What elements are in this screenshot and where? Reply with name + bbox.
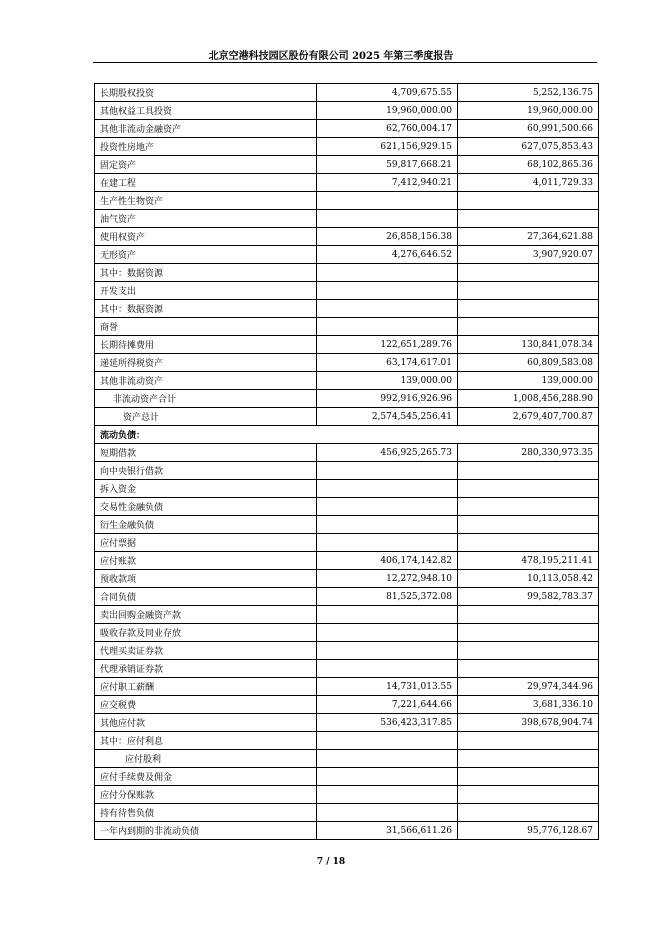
row-label: 其他应付款	[95, 714, 317, 732]
table-row	[95, 84, 599, 102]
row-label: 交易性金融负债	[95, 498, 317, 516]
table-row	[95, 570, 599, 588]
table-row	[95, 606, 599, 624]
table-row	[95, 138, 599, 156]
current-period-value	[317, 534, 458, 552]
current-period-value	[317, 318, 458, 336]
prior-period-value	[458, 732, 599, 750]
table-row	[95, 714, 599, 732]
current-period-value	[317, 192, 458, 210]
row-label: 投资性房地产	[95, 138, 317, 156]
row-label: 向中央银行借款	[95, 462, 317, 480]
row-label: 应付股利	[95, 750, 317, 768]
current-period-value	[317, 606, 458, 624]
table-row	[95, 534, 599, 552]
prior-period-value	[458, 264, 599, 282]
current-period-value: 621,156,929.15	[317, 138, 458, 156]
prior-period-value	[458, 516, 599, 534]
current-period-value	[317, 264, 458, 282]
current-period-value: 536,423,317.85	[317, 714, 458, 732]
prior-period-value: 478,195,211.41	[458, 552, 599, 570]
current-period-value	[317, 786, 458, 804]
current-period-value: 4,709,675.55	[317, 84, 458, 102]
prior-period-value	[458, 768, 599, 786]
prior-period-value: 1,008,456,288.90	[458, 390, 599, 408]
table-row	[95, 444, 599, 462]
current-period-value	[317, 300, 458, 318]
prior-period-value: 2,679,407,700.87	[458, 408, 599, 426]
prior-period-value: 95,776,128.67	[458, 822, 599, 840]
table-row	[95, 462, 599, 480]
table-row	[95, 696, 599, 714]
table-row	[95, 192, 599, 210]
row-label: 资产总计	[95, 408, 317, 426]
row-label: 代理承销证券款	[95, 660, 317, 678]
prior-period-value	[458, 300, 599, 318]
current-period-value: 62,760,004.17	[317, 120, 458, 138]
prior-period-value	[458, 282, 599, 300]
current-period-value: 7,412,940.21	[317, 174, 458, 192]
prior-period-value: 27,364,621.88	[458, 228, 599, 246]
table-row	[95, 678, 599, 696]
row-label: 固定资产	[95, 156, 317, 174]
table-row	[95, 768, 599, 786]
current-period-value: 26,858,156.38	[317, 228, 458, 246]
current-period-value: 122,651,289.76	[317, 336, 458, 354]
prior-period-value	[458, 750, 599, 768]
current-period-value	[317, 210, 458, 228]
table-row	[95, 246, 599, 264]
row-label: 卖出回购金融资产款	[95, 606, 317, 624]
current-period-value	[317, 624, 458, 642]
table-row	[95, 102, 599, 120]
current-period-value: 19,960,000.00	[317, 102, 458, 120]
current-period-value: 12,272,948.10	[317, 570, 458, 588]
prior-period-value	[458, 192, 599, 210]
prior-period-value: 60,991,500.66	[458, 120, 599, 138]
current-period-value: 406,174,142.82	[317, 552, 458, 570]
current-period-value: 81,525,372.08	[317, 588, 458, 606]
table-row	[95, 516, 599, 534]
prior-period-value	[458, 498, 599, 516]
table-row	[95, 318, 599, 336]
prior-period-value: 130,841,078.34	[458, 336, 599, 354]
section-label: 流动负债：	[95, 426, 599, 444]
table-row	[95, 624, 599, 642]
current-period-value	[317, 498, 458, 516]
current-period-value	[317, 516, 458, 534]
prior-period-value	[458, 624, 599, 642]
prior-period-value	[458, 660, 599, 678]
row-label: 吸收存款及同业存放	[95, 624, 317, 642]
row-label: 长期股权投资	[95, 84, 317, 102]
table-row	[95, 156, 599, 174]
row-label: 短期借款	[95, 444, 317, 462]
row-label: 其他非流动资产	[95, 372, 317, 390]
row-label: 应付分保账款	[95, 786, 317, 804]
table-row	[95, 336, 599, 354]
current-period-value: 31,566,611.26	[317, 822, 458, 840]
prior-period-value: 4,011,729.33	[458, 174, 599, 192]
row-label: 在建工程	[95, 174, 317, 192]
current-period-value: 59,817,668.21	[317, 156, 458, 174]
prior-period-value	[458, 462, 599, 480]
current-period-value	[317, 750, 458, 768]
prior-period-value	[458, 642, 599, 660]
row-label: 其中：数据资源	[95, 300, 317, 318]
prior-period-value	[458, 210, 599, 228]
current-period-value	[317, 480, 458, 498]
prior-period-value	[458, 318, 599, 336]
row-label: 非流动资产合计	[95, 390, 317, 408]
current-period-value	[317, 462, 458, 480]
table-row	[95, 588, 599, 606]
current-period-value: 139,000.00	[317, 372, 458, 390]
prior-period-value	[458, 786, 599, 804]
row-label: 应交税费	[95, 696, 317, 714]
prior-period-value: 29,974,344.96	[458, 678, 599, 696]
row-label: 应付手续费及佣金	[95, 768, 317, 786]
current-period-value: 63,174,617.01	[317, 354, 458, 372]
current-period-value	[317, 732, 458, 750]
table-row	[95, 498, 599, 516]
table-row	[95, 552, 599, 570]
prior-period-value: 10,113,058.42	[458, 570, 599, 588]
table-row	[95, 732, 599, 750]
row-label: 其他权益工具投资	[95, 102, 317, 120]
row-label: 其中：数据资源	[95, 264, 317, 282]
current-period-value: 14,731,013.55	[317, 678, 458, 696]
prior-period-value: 627,075,853.43	[458, 138, 599, 156]
row-label: 油气资产	[95, 210, 317, 228]
table-row	[95, 210, 599, 228]
row-label: 合同负债	[95, 588, 317, 606]
row-label: 长期待摊费用	[95, 336, 317, 354]
table-row	[95, 786, 599, 804]
prior-period-value: 280,330,973.35	[458, 444, 599, 462]
table-row	[95, 642, 599, 660]
prior-period-value: 398,678,904.74	[458, 714, 599, 732]
prior-period-value: 60,809,583.08	[458, 354, 599, 372]
current-period-value: 456,925,265.73	[317, 444, 458, 462]
report-header-title: 北京空港科技园区股份有限公司 2025 年第三季度报告	[208, 51, 454, 62]
table-row	[95, 804, 599, 822]
table-row	[95, 390, 599, 408]
prior-period-value: 19,960,000.00	[458, 102, 599, 120]
table-row	[95, 174, 599, 192]
row-label: 一年内到期的非流动负债	[95, 822, 317, 840]
prior-period-value	[458, 606, 599, 624]
row-label: 商誉	[95, 318, 317, 336]
current-period-value: 7,221,644.66	[317, 696, 458, 714]
current-period-value: 992,916,926.96	[317, 390, 458, 408]
prior-period-value: 3,907,920.07	[458, 246, 599, 264]
table-row	[95, 228, 599, 246]
row-label: 应付票据	[95, 534, 317, 552]
row-label: 代理买卖证券款	[95, 642, 317, 660]
table-row	[95, 372, 599, 390]
row-label: 应付账款	[95, 552, 317, 570]
table-row	[95, 660, 599, 678]
current-period-value: 4,276,646.52	[317, 246, 458, 264]
table-row	[95, 264, 599, 282]
row-label: 拆入资金	[95, 480, 317, 498]
current-period-value	[317, 660, 458, 678]
row-label: 使用权资产	[95, 228, 317, 246]
table-row	[95, 300, 599, 318]
table-row	[95, 480, 599, 498]
current-period-value	[317, 282, 458, 300]
row-label: 其他非流动金融资产	[95, 120, 317, 138]
current-period-value	[317, 804, 458, 822]
table-body	[95, 84, 599, 840]
row-label: 递延所得税资产	[95, 354, 317, 372]
table-row	[95, 408, 599, 426]
prior-period-value	[458, 804, 599, 822]
row-label: 其中：应付利息	[95, 732, 317, 750]
current-period-value: 2,574,545,256.41	[317, 408, 458, 426]
prior-period-value: 68,102,865.36	[458, 156, 599, 174]
row-label: 无形资产	[95, 246, 317, 264]
row-label: 开发支出	[95, 282, 317, 300]
table-row	[95, 282, 599, 300]
row-label: 生产性生物资产	[95, 192, 317, 210]
table-row	[95, 354, 599, 372]
page-number: 7 / 18	[316, 857, 346, 867]
prior-period-value	[458, 534, 599, 552]
row-label: 衍生金融负债	[95, 516, 317, 534]
prior-period-value: 3,681,336.10	[458, 696, 599, 714]
current-period-value	[317, 642, 458, 660]
prior-period-value	[458, 480, 599, 498]
row-label: 预收款项	[95, 570, 317, 588]
current-period-value	[317, 768, 458, 786]
header-divider	[93, 62, 597, 63]
prior-period-value: 139,000.00	[458, 372, 599, 390]
row-label: 应付职工薪酬	[95, 678, 317, 696]
row-label: 持有待售负债	[95, 804, 317, 822]
table-row	[95, 120, 599, 138]
table-row	[95, 822, 599, 840]
prior-period-value: 5,252,136.75	[458, 84, 599, 102]
balance-sheet-table	[94, 83, 599, 840]
section-header-row	[95, 426, 599, 444]
table-row	[95, 750, 599, 768]
prior-period-value: 99,582,783.37	[458, 588, 599, 606]
